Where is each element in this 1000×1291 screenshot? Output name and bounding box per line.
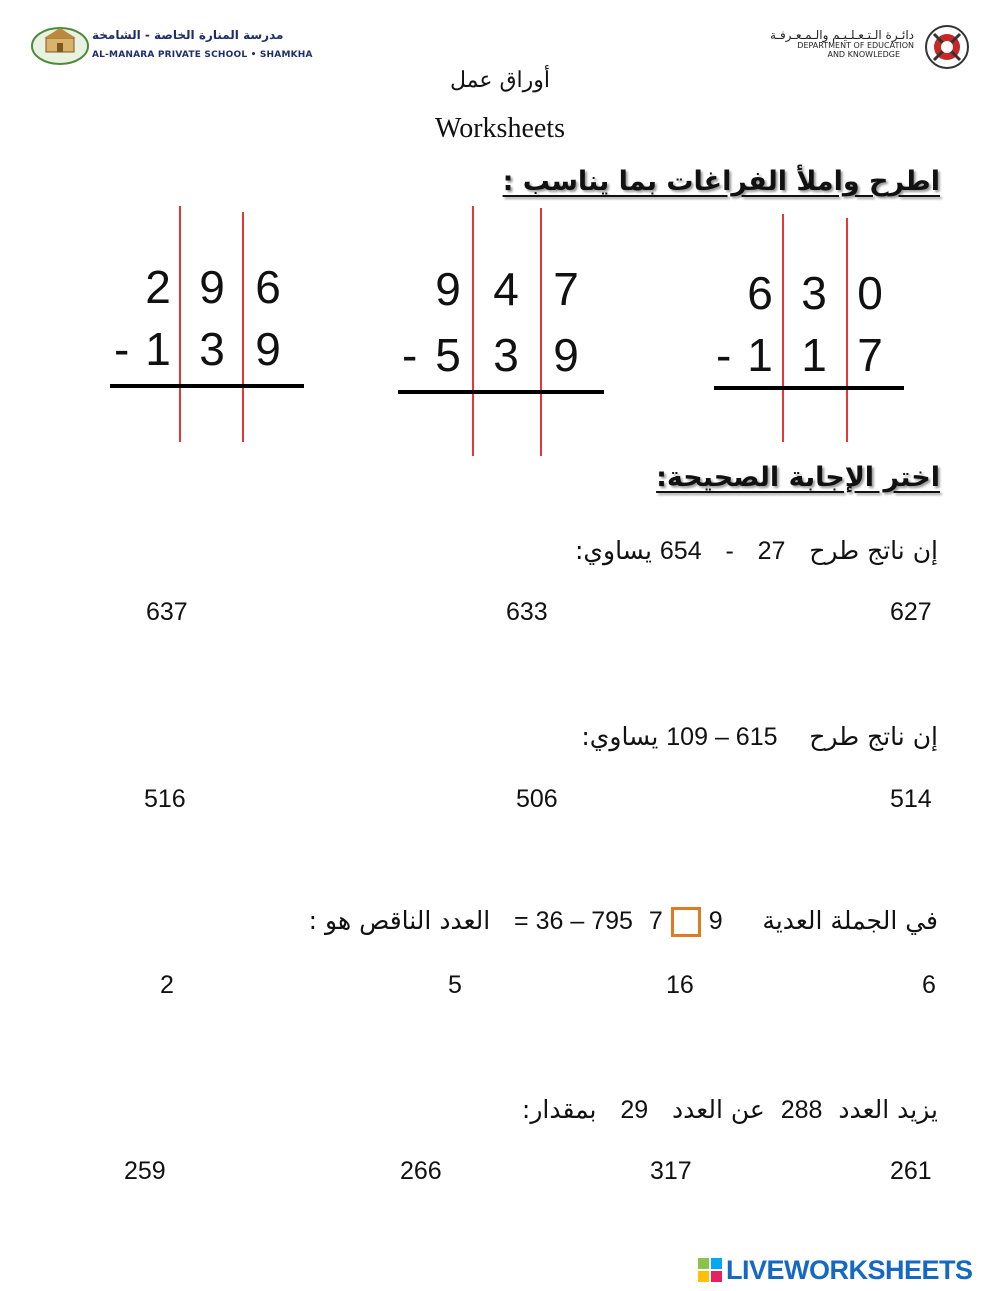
question-3-option-2[interactable]: 16 xyxy=(666,971,694,999)
question-3-equation-rest: = 36 – 795 xyxy=(514,907,633,935)
liveworksheets-brand xyxy=(698,1255,973,1285)
question-4 xyxy=(522,1095,938,1125)
minus-sign: - xyxy=(402,329,418,381)
question-4-number-1: 288 xyxy=(780,1096,823,1124)
worksheet-title-arabic: أوراق عمل xyxy=(449,68,551,93)
question-2 xyxy=(581,722,938,752)
question-4-prefix: يزيد العدد xyxy=(838,1095,938,1124)
school-logo-icon xyxy=(30,22,90,66)
question-1-option-3[interactable]: 637 xyxy=(146,598,188,626)
question-4-option-4[interactable]: 259 xyxy=(124,1157,166,1185)
subtrahend-hundreds-digit: 1 xyxy=(747,329,773,381)
school-name-english: AL-MANARA PRIVATE SCHOOL • SHAMKHA xyxy=(92,50,313,60)
subtrahend-ones-digit: 9 xyxy=(553,329,579,381)
question-3-option-1[interactable]: 6 xyxy=(922,971,936,999)
section2-heading: اختر الإجابة الصحيحة: xyxy=(656,462,940,493)
question-1-number-a: 27 xyxy=(757,537,786,565)
minuend-tens-digit: 3 xyxy=(801,267,827,319)
question-1-operator: - xyxy=(725,537,734,565)
subtraction-problem-2 xyxy=(398,206,618,466)
minuend-tens-digit: 9 xyxy=(199,261,225,313)
place-value-divider xyxy=(782,214,784,442)
subtrahend-tens-digit: 3 xyxy=(493,329,519,381)
subtrahend-ones-digit: 9 xyxy=(255,323,281,375)
place-value-divider xyxy=(846,218,848,442)
result-line xyxy=(714,386,904,390)
missing-digit-box[interactable] xyxy=(671,907,701,937)
question-2-prefix: إن ناتج طرح xyxy=(809,722,938,751)
worksheet-title-english: Worksheets xyxy=(435,113,565,144)
subtrahend-tens-digit: 3 xyxy=(199,323,225,375)
question-2-option-3[interactable]: 516 xyxy=(144,785,186,813)
question-1-option-2[interactable]: 633 xyxy=(506,598,548,626)
question-3-digit-9: 9 xyxy=(708,907,723,935)
place-value-divider xyxy=(179,206,181,442)
subtrahend-hundreds-digit: 1 xyxy=(145,323,171,375)
minus-sign: - xyxy=(114,323,130,375)
minuend-hundreds-digit: 2 xyxy=(145,261,171,313)
minuend-hundreds-digit: 6 xyxy=(747,267,773,319)
question-4-middle: عن العدد xyxy=(672,1095,765,1124)
subtrahend-ones-digit: 7 xyxy=(857,329,883,381)
department-emblem-icon xyxy=(924,24,970,70)
minuend-tens-digit: 4 xyxy=(493,263,519,315)
question-4-number-2: 29 xyxy=(620,1096,649,1124)
question-3-option-3[interactable]: 5 xyxy=(448,971,462,999)
question-2-expression: 109 – 615 xyxy=(666,723,778,751)
place-value-divider xyxy=(242,212,244,442)
question-1-prefix: إن ناتج طرح xyxy=(809,536,938,565)
question-3-prefix: في الجملة العدية xyxy=(762,906,938,935)
question-1-suffix: يساوي: xyxy=(575,536,652,565)
question-3-suffix: العدد الناقص هو : xyxy=(308,906,491,935)
minuend-ones-digit: 7 xyxy=(553,263,579,315)
liveworksheets-logo-icon xyxy=(698,1258,722,1282)
question-3-digit-7: 7 xyxy=(648,907,663,935)
subtraction-problem-3 xyxy=(712,214,932,474)
question-1-number-b: 654 xyxy=(659,537,702,565)
place-value-divider xyxy=(472,206,474,456)
section1-heading: اطرح واملأ الفراغات بما يناسب : xyxy=(502,166,940,197)
question-2-suffix: يساوي: xyxy=(581,722,659,751)
question-2-option-2[interactable]: 506 xyxy=(516,785,558,813)
question-4-option-1[interactable]: 261 xyxy=(890,1157,932,1185)
minus-sign: - xyxy=(716,329,732,381)
subtrahend-hundreds-digit: 5 xyxy=(435,329,461,381)
school-name-arabic: مدرسة المنارة الخاصة - الشامخة xyxy=(92,28,284,42)
liveworksheets-wordmark: LIVEWORKSHEETS xyxy=(726,1254,973,1285)
question-4-suffix: بمقدار: xyxy=(521,1095,597,1124)
question-3 xyxy=(309,906,938,937)
minuend-ones-digit: 6 xyxy=(255,261,281,313)
minuend-hundreds-digit: 9 xyxy=(435,263,461,315)
subtrahend-tens-digit: 1 xyxy=(801,329,827,381)
department-name-english-line1: DEPARTMENT OF EDUCATION xyxy=(797,41,914,50)
minuend-ones-digit: 0 xyxy=(857,267,883,319)
department-name-arabic: دائـرة الـتـعـلـيـم والـمـعـرفـة xyxy=(770,28,914,42)
department-name-english-line2: AND KNOWLEDGE xyxy=(827,50,900,59)
question-2-option-1[interactable]: 514 xyxy=(890,785,932,813)
question-1-option-1[interactable]: 627 xyxy=(890,598,932,626)
place-value-divider xyxy=(540,208,542,456)
question-3-option-4[interactable]: 2 xyxy=(160,971,174,999)
result-line xyxy=(398,390,604,394)
result-line xyxy=(110,384,304,388)
question-1 xyxy=(575,536,938,566)
subtraction-problem-1 xyxy=(108,206,328,466)
question-4-option-3[interactable]: 266 xyxy=(400,1157,442,1185)
question-4-option-2[interactable]: 317 xyxy=(650,1157,692,1185)
